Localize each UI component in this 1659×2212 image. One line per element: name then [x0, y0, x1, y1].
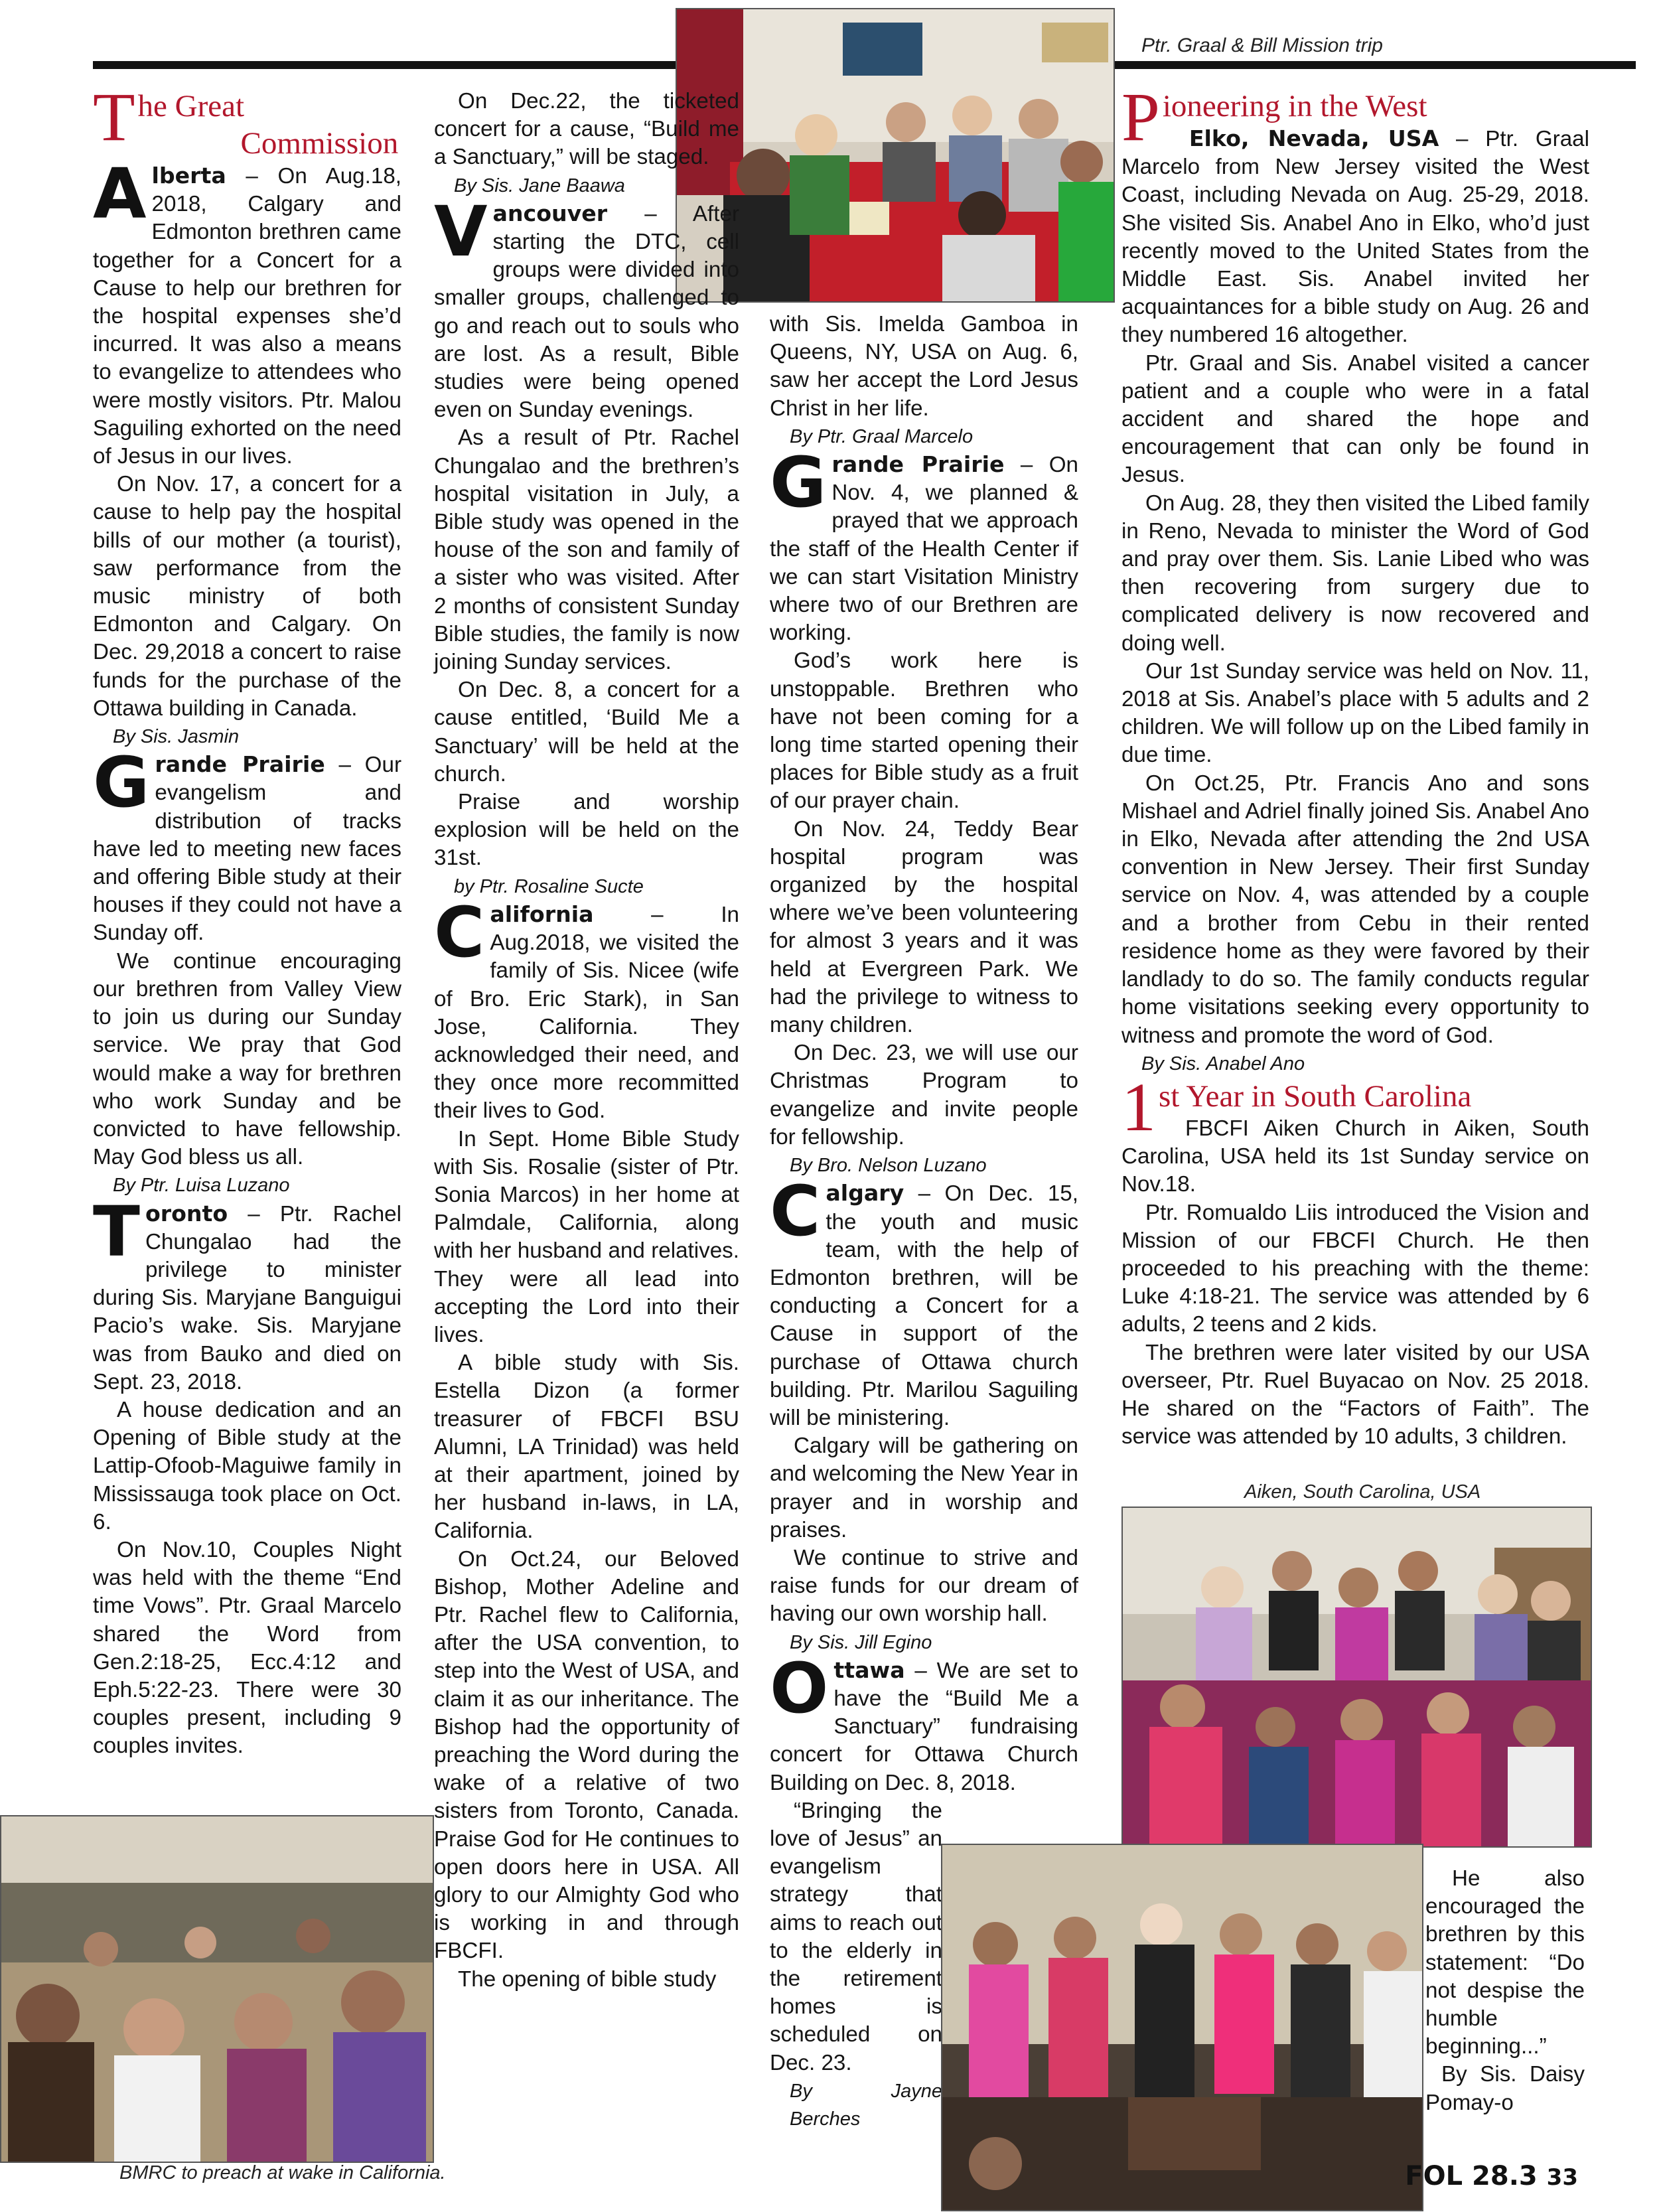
column-2	[434, 88, 739, 1994]
california-paragraph-4: On Oct.24, our Beloved Bishop, Mother Adeline and Ptr. Rachel flew to California, after the USA convention, to step into the West of USA, and claim it as our inheritance. The Bishop had the opportunity of preaching the Word during the wake of a relative of two sisters from Toronto, Canada. Praise God for He continues to open doors here in USA. All glory to our Almighty God who is working in and through FBCFI.	[434, 1546, 739, 1964]
south-carolina-paragraph-3: The brethren were later visited by our USA overseer, Ptr. Ruel Buyacao on Nov. 25 2018. He shared on the “Factors of Faith”. The service was attended by 10 adults, 3 children.	[1121, 1340, 1589, 1449]
california-paragraph-5: The opening of bible study	[458, 1966, 717, 1992]
california-paragraph: California – In Aug.2018, we visited the family of Sis. Nicee (wife of Bro. Eric Stark), in San Jose, California. They acknowledged their need, and they once more recommitted their lives to God.	[434, 891, 739, 1124]
elko-paragraph-3: On Aug. 28, they then visited the Libed family in Reno, Nevada to minister the Word of God and pray over them. Sis. Lanie Libed who was then recovering from surgery due to complicated delivery is now recovered and doing well.	[1121, 490, 1589, 656]
vancouver-paragraph-3: On Dec. 8, a concert for a cause entitled, ‘Build Me a Sanctuary’ will be held at the church.	[434, 678, 739, 786]
california-paragraph-2: In Sept. Home Bible Study with Sis. Rosalie (sister of Ptr. Sonia Marcos) in her home at Palmdale, California, along with her husband and relatives. They were all lead into accepting the Lord into their lives.	[434, 1126, 739, 1347]
byline-jane: By Sis. Jane Baawa	[454, 175, 625, 196]
grande-prairie-paragraph-2: We continue encouraging our brethren from Valley View to join us during our Sunday service. We pray that God would make a way for brethren who work Sunday and be convicted to have fellowship. May God bless us all.	[93, 948, 401, 1170]
aiken-group-photo	[1121, 1507, 1592, 1848]
byline-jayne: By Jayne Berches	[790, 2080, 942, 2130]
alberta-paragraph: Alberta – On Aug.18, 2018, Calgary and Edmonton brethren came together for a Concert for a Cause to help our brethren for the hospital expenses she’d incurred. It was also a means to evangelize to attendees who were mostly visitors. Ptr. Malou Saguiling exhorted on the need of Jesus in our lives.	[93, 153, 401, 469]
byline-jill: By Sis. Jill Egino	[790, 1631, 932, 1653]
wake-caption: BMRC to preach at wake in California.	[119, 2162, 446, 2183]
page-folio	[1405, 2161, 1578, 2191]
byline-anabel: By Sis. Anabel Ano	[1141, 1053, 1305, 1074]
calgary-paragraph: Calgary – On Dec. 15, the youth and music team, with the help of Edmonton brethren, will be conducting a Concert for a Cause in support of the purchase of Ottawa church building. Ptr. Marilou Saguiling will be ministering.	[770, 1171, 1078, 1430]
column-4	[1121, 79, 1589, 1451]
grande-prairie-paragraph: Grande Prairie – Our evangelism and distribution of tracks have led to meeting new faces and offering Bible study at their houses if they could not have a Sunday off.	[93, 742, 401, 946]
vancouver-paragraph-2: As a result of Ptr. Rachel Chungalao and the brethren’s hospital visitation in July, a Bible study was opened in the house of the son and family of a sister who was visited. After 2 months of consistent Sunday Bible studies, the family is now joining Sunday services.	[434, 425, 739, 675]
aiken-caption: Aiken, South Carolina, USA	[1244, 1481, 1481, 1503]
mission-trip-caption: Ptr. Graal & Bill Mission trip	[1141, 35, 1383, 56]
california-paragraph-3: A bible study with Sis. Estella Dizon (a former treasurer of FBCFI BSU Alumni, LA Trinidad) was held at their apartment, joined by her husband in-laws, in LA, California.	[434, 1351, 739, 1544]
grande-prairie-2-paragraph: Grande Prairie – On Nov. 4, we planned & prayed that we approach the staff of the Health Center if we can start Visitation Ministry where two of our Brethren are working.	[770, 442, 1079, 646]
wake-california-photo	[0, 1815, 434, 2163]
pioneering-heading: P ioneering in the West	[1121, 79, 1427, 155]
daisy-encourage-text: He also encouraged the brethren by this statement: “Do not despise the humble beginning...”	[1425, 1866, 1585, 2059]
page-number: 33	[1546, 2164, 1578, 2191]
byline-jasmin: By Sis. Jasmin	[113, 726, 240, 748]
byline-rosaline: by Ptr. Rosaline Sucte	[454, 875, 644, 897]
toronto-paragraph-3: On Nov.10, Couples Night was held with the theme “End time Vows”. Ptr. Graal Marcelo shared the Word from Gen.2:18-25, Ecc.4:12 and Eph.5:22-23. There were 30 couples present, including 9 couples invites.	[93, 1537, 401, 1759]
mission-trip-photo	[676, 8, 1115, 303]
south-carolina-heading: 1 st Year in South Carolina	[1121, 1069, 1472, 1145]
elko-paragraph-5: On Oct.25, Ptr. Francis Ano and sons Mishael and Adriel finally joined Sis. Anabel Ano in Elko, Nevada after attending the 2nd USA convention in New Jersey. Their first Sunday service on Nov. 4, was attended by a couple and a brother from Cebu in their rented residence home as they were favored by their landlady to do so. The family conducts regular home visitations seeking every opportunity to witness and promote the word of God.	[1121, 771, 1589, 1048]
imelda-paragraph: with Sis. Imelda Gamboa in Queens, NY, USA on Aug. 6, saw her accept the Lord Jesus Christ in her life.	[770, 312, 1078, 421]
ottawa-paragraph-2: “Bringing the love of Jesus” an evangelism strategy that aims to reach out to the elderly in the retirement homes is scheduled on Dec. 23.	[770, 1798, 942, 2075]
byline-graal: By Ptr. Graal Marcelo	[790, 425, 974, 447]
toronto-paragraph-2: A house dedication and an Opening of Bible study at the Lattip-Ofoob-Maguiwe family in Mississauga took place on Oct. 6.	[93, 1397, 401, 1534]
magazine-title: FOL 28.3	[1405, 2161, 1538, 2191]
byline-nelson: By Bro. Nelson Luzano	[790, 1155, 987, 1177]
calgary-paragraph-2: Calgary will be gathering on and welcoming the New Year in prayer and in worship and praises.	[770, 1434, 1078, 1542]
dec22-concert-paragraph: On Dec.22, the ticketed concert for a cause, “Build me a Sanctuary,” will be staged.	[434, 89, 739, 170]
toronto-paragraph: Toronto – Ptr. Rachel Chungalao had the privilege to minister during Sis. Maryjane Banguigui Pacio’s wake. Sis. Maryjane was from Bauko and died on Sept. 23, 2018.	[93, 1191, 401, 1394]
alberta-paragraph-2: On Nov. 17, a concert for a cause to help pay the hospital bills of our mother (a tourist), saw performance from the music ministry of both Edmonton and Calgary. On Dec. 29,2018 a concert to raise funds for the purchase of the Ottawa building in Canada.	[93, 472, 401, 721]
grande-prairie-2-paragraph-3: On Nov. 24, Teddy Bear hospital program was organized by the hospital where we’ve been volunteering for almost 3 years and it was held at Evergreen Park. We had the privilege to witness to many children.	[770, 816, 1078, 1038]
byline-luisa: By Ptr. Luisa Luzano	[113, 1175, 290, 1197]
prayer-circle-photo	[941, 1844, 1423, 2211]
grande-prairie-2-paragraph-4: On Dec. 23, we will use our Christmas Program to evangelize and invite people for fellowship.	[770, 1041, 1078, 1149]
byline-daisy: By Sis. Daisy Pomay-o	[1425, 2062, 1585, 2115]
south-carolina-paragraph: FBCFI Aiken Church in Aiken, South Carolina, USA held its 1st Sunday service on Nov.18.	[1121, 1116, 1589, 1197]
south-carolina-paragraph-2: Ptr. Romualdo Liis introduced the Vision and Mission of our FBCFI Church. He then proceeded to his preaching with the theme: Luke 4:18-21. The service was attended by 6 adults, 2 teens and 2 kids.	[1121, 1200, 1589, 1337]
daisy-side-note	[1425, 1865, 1585, 2117]
column-1	[93, 79, 401, 1761]
elko-paragraph-2: Ptr. Graal and Sis. Anabel visited a cancer patient and a couple who were in a fatal accident and shared the hope and encouragement that can only be found in Jesus.	[1121, 350, 1589, 488]
ottawa-paragraph-2-wrap	[770, 1797, 942, 2133]
ottawa-paragraph: Ottawa – We are set to have the “Build Me a Sanctuary” fundraising concert for Ottawa Church Building on Dec. 8, 2018.	[770, 1647, 1078, 1795]
grande-prairie-2-paragraph-2: God’s work here is unstoppable. Brethren who have not been coming for a long time started opening their places for Bible study as a fruit of our prayer chain.	[770, 648, 1078, 814]
elko-paragraph-4: Our 1st Sunday service was held on Nov. 11, 2018 at Sis. Anabel’s place with 5 adults and 2 children. We will follow up on the Libed family in due time.	[1121, 658, 1589, 768]
vancouver-paragraph: Vancouver – After starting the DTC, cell groups were divided into smaller groups, challenged to go and reach out to souls who are lost. As a result, Bible studies were being opened even on Sunday evenings.	[434, 190, 739, 423]
elko-paragraph: Elko, Nevada, USA – Ptr. Graal Marcelo from New Jersey visited the West Coast, including Nevada on Aug. 25-29, 2018. She visited Sis. Anabel Ano in Elko, who’d just recently moved to the United States from the Middle East. Sis. Anabel invited her acquaintances for a bible study on Aug. 26 and they numbered 16 altogether.	[1121, 125, 1589, 348]
calgary-paragraph-3: We continue to strive and raise funds for our dream of having our own worship hall.	[770, 1545, 1078, 1627]
vancouver-paragraph-4: Praise and worship explosion will be held on the 31st.	[434, 790, 739, 871]
great-commission-heading: T he Great Commission	[93, 79, 399, 161]
